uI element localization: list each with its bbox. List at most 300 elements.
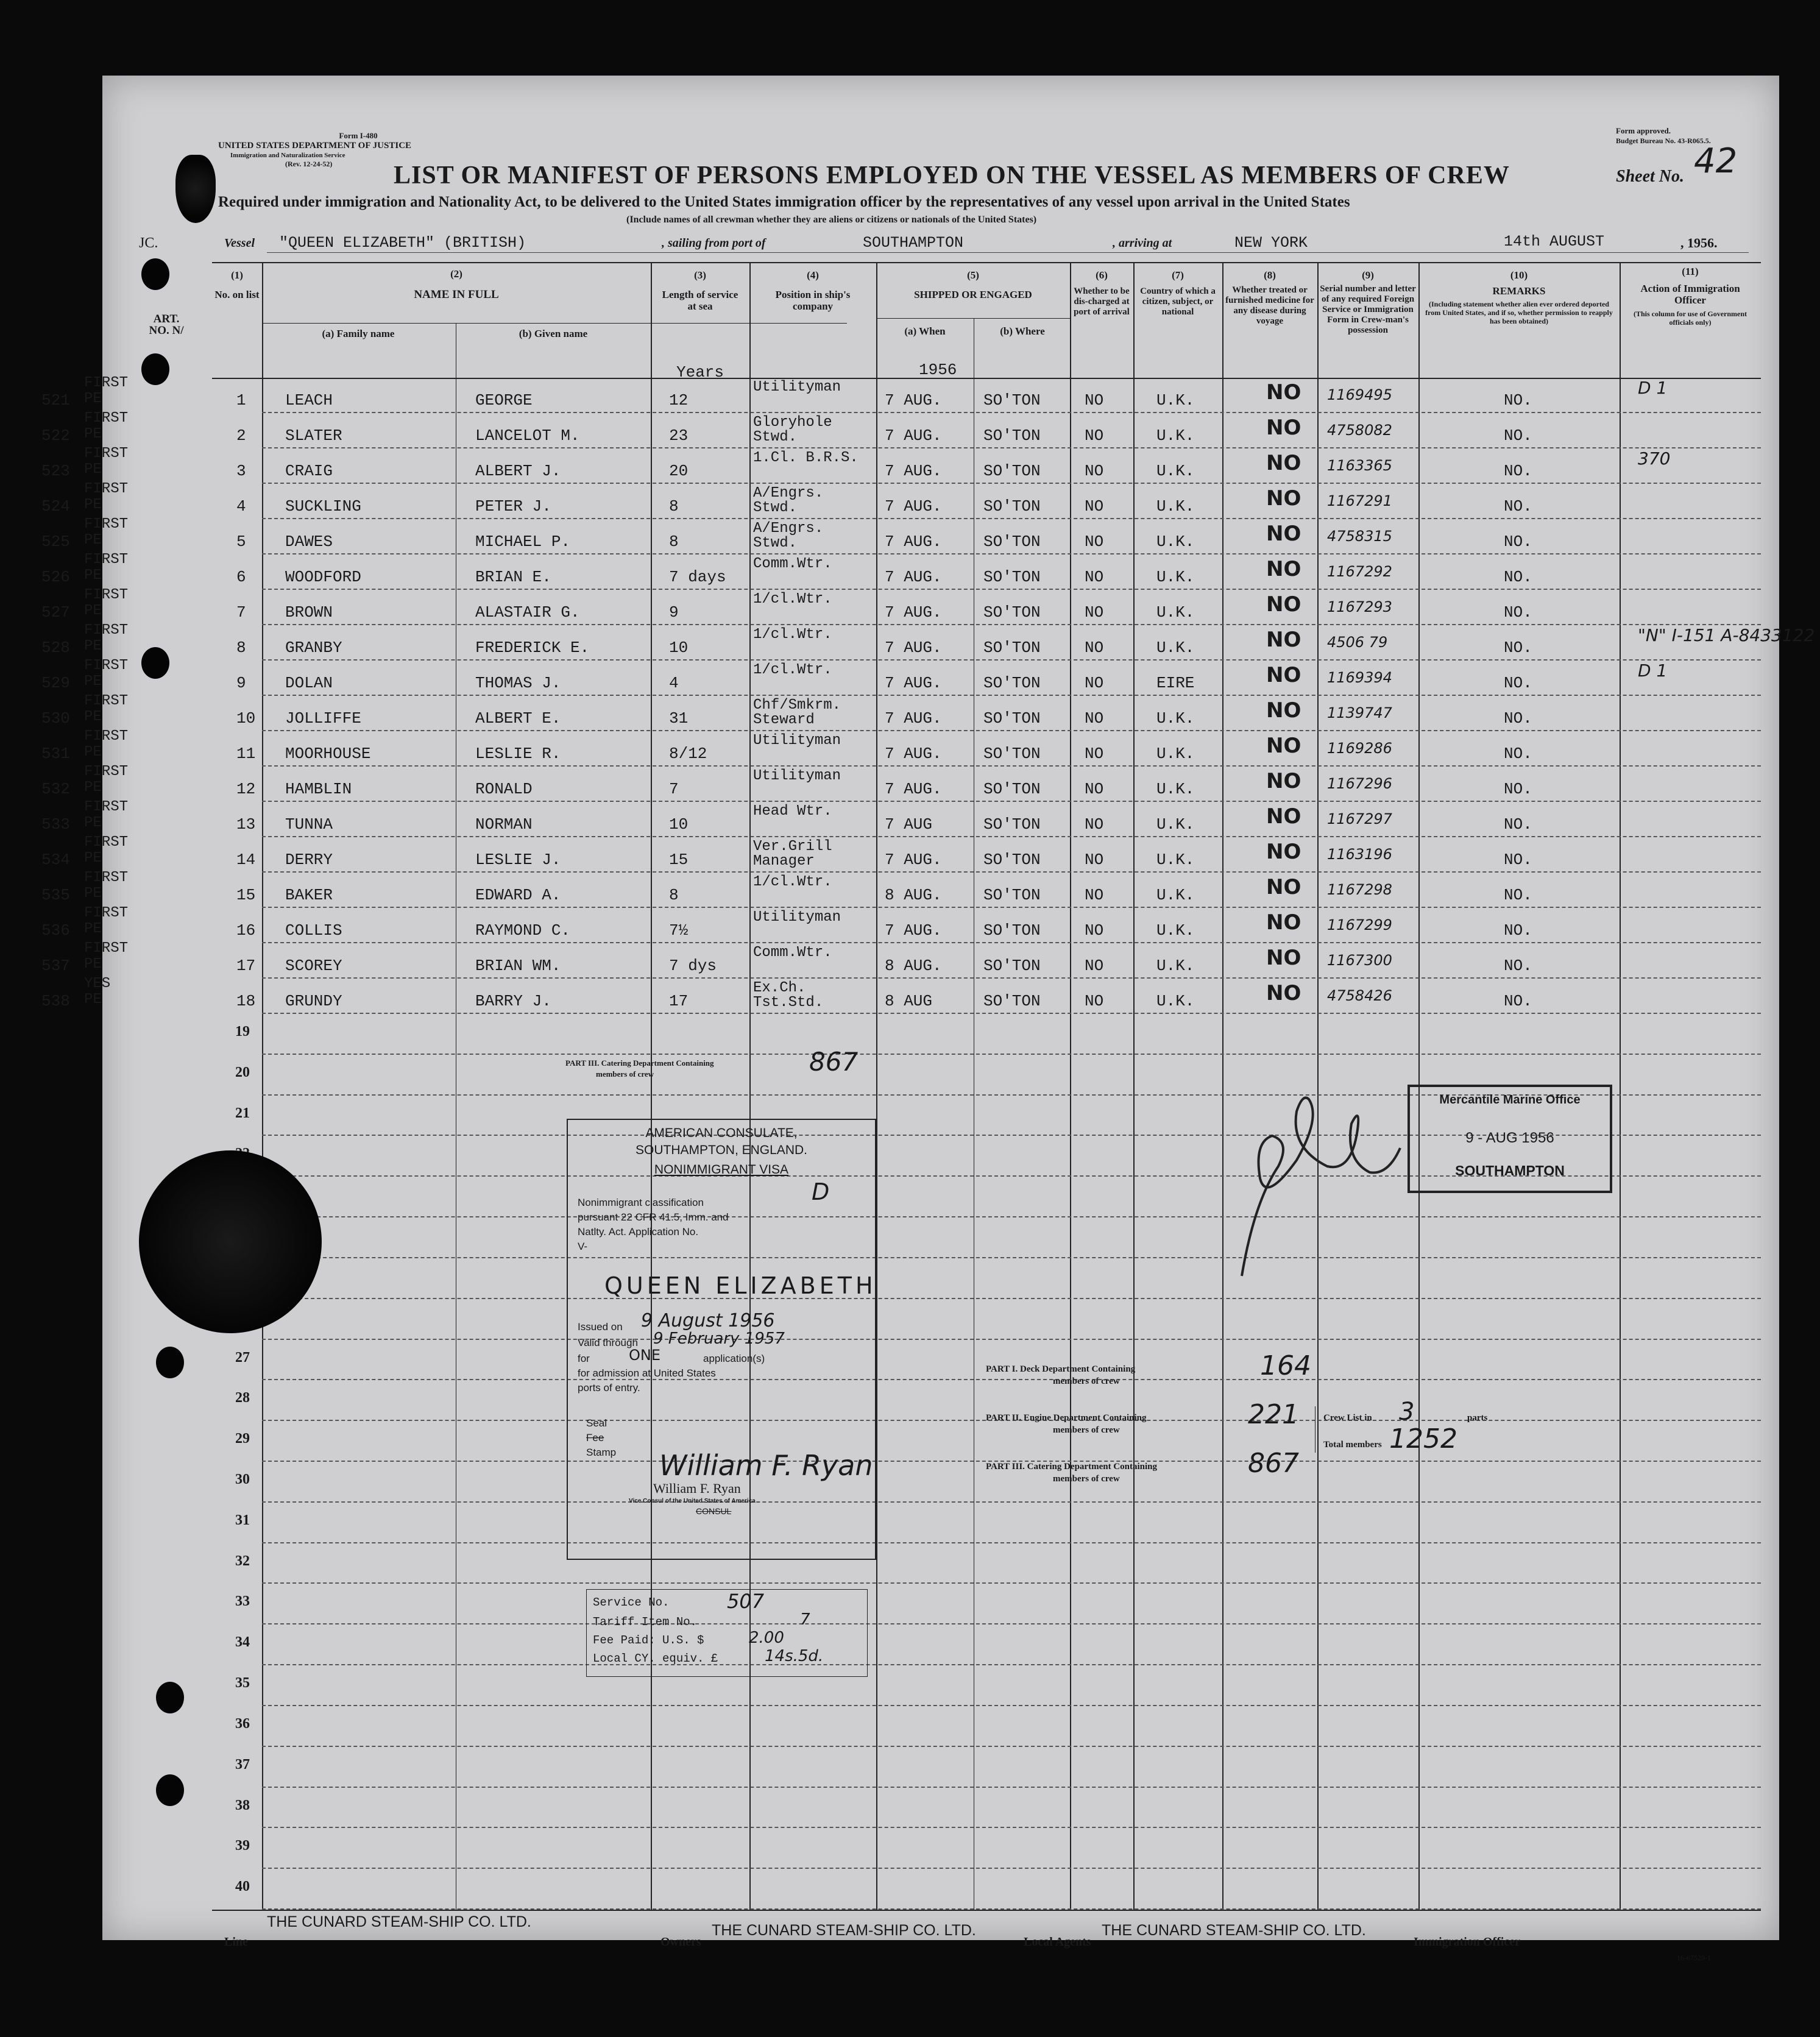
- cell-when: 7 AUG.: [885, 851, 942, 869]
- seal-label: Seal: [586, 1417, 607, 1429]
- cell-cls: FIRST PE: [84, 622, 129, 654]
- row-number: 39: [235, 1838, 250, 1854]
- stamp-label: Stamp: [586, 1447, 617, 1458]
- issued-label: Issued on: [578, 1321, 623, 1333]
- footer-print-code: 16-67529-1: [1677, 1954, 1711, 1962]
- cell-cls: YES PE: [84, 976, 111, 1008]
- cell-art: 523: [41, 462, 70, 480]
- cell-treated: NO: [1266, 416, 1301, 440]
- cell-treated: NO: [1266, 663, 1301, 687]
- table-row: [41, 657, 1779, 696]
- cell-position: Utilityman: [753, 768, 841, 784]
- blank-row: [102, 1299, 1779, 1340]
- marine-line-2: 9 - AUG 1956: [1465, 1130, 1554, 1146]
- cell-family: TUNNA: [285, 815, 333, 834]
- blank-row: [102, 1665, 1779, 1706]
- cell-country: EIRE: [1156, 674, 1195, 692]
- cell-where: SO'TON: [983, 462, 1041, 480]
- table-row: [41, 587, 1779, 625]
- cell-family: CRAIG: [285, 462, 333, 480]
- sailing-port: SOUTHAMPTON: [863, 234, 964, 252]
- cell-country: U.K.: [1156, 992, 1195, 1010]
- cell-no: 2: [236, 427, 246, 445]
- row-number: 33: [235, 1593, 250, 1610]
- blank-row: [102, 1788, 1779, 1829]
- cell-treated: NO: [1266, 910, 1301, 935]
- cell-no: 10: [236, 709, 256, 728]
- cell-discharged: NO: [1085, 462, 1104, 480]
- row-number: 38: [235, 1797, 250, 1813]
- footer-officer-label: Immigration Officer: [1414, 1935, 1520, 1949]
- cell-when: 7 AUG.: [885, 674, 942, 692]
- cell-remarks: NO.: [1504, 709, 1532, 728]
- cell-country: U.K.: [1156, 533, 1195, 551]
- cell-no: 6: [236, 568, 246, 586]
- cell-no: 5: [236, 533, 246, 551]
- cell-serial: 4758426: [1327, 987, 1392, 1004]
- cell-position: 1/cl.Wtr.: [753, 626, 832, 643]
- cell-remarks: NO.: [1504, 957, 1532, 975]
- cell-position: 1/cl.Wtr.: [753, 874, 832, 890]
- cell-position: Comm.Wtr.: [753, 556, 832, 572]
- table-row: [41, 516, 1779, 554]
- service-value: 507: [727, 1590, 765, 1613]
- cell-family: SCOREY: [285, 957, 342, 975]
- cell-art: 536: [41, 921, 70, 940]
- cell-given: MICHAEL P.: [475, 533, 571, 551]
- cell-family: LEACH: [285, 391, 333, 409]
- blank-row: [102, 1584, 1779, 1624]
- cell-serial: 1167297: [1327, 810, 1392, 827]
- cell-remarks: NO.: [1504, 639, 1532, 657]
- cell-serial: 1163196: [1327, 846, 1392, 863]
- total-members-value: 1252: [1389, 1423, 1457, 1454]
- cell-cls: FIRST PE: [84, 410, 129, 442]
- footer-agents-value: THE CUNARD STEAM-SHIP CO. LTD.: [1102, 1922, 1366, 1939]
- valid-value: 9 February 1957: [653, 1330, 785, 1348]
- cell-when: 7 AUG.: [885, 921, 942, 940]
- cell-art: 526: [41, 568, 70, 586]
- col4-label: Position in ship's company: [775, 289, 851, 312]
- cell-treated: NO: [1266, 840, 1301, 864]
- consulate-line-1: AMERICAN CONSULATE,: [645, 1126, 798, 1140]
- col1-label: No. on list: [214, 289, 260, 300]
- cell-remarks: NO.: [1504, 497, 1532, 515]
- blank-row: [102, 1543, 1779, 1584]
- cell-when: 7 AUG.: [885, 391, 942, 409]
- cell-given: GEORGE: [475, 391, 533, 409]
- cell-family: MOORHOUSE: [285, 745, 371, 763]
- cell-where: SO'TON: [983, 780, 1041, 798]
- cell-service: 7 days: [669, 568, 726, 586]
- cell-art: 530: [41, 709, 70, 728]
- crew-list-unit: parts: [1467, 1413, 1488, 1423]
- row-number: 32: [235, 1553, 250, 1569]
- part1-sub: members of crew: [1053, 1376, 1120, 1386]
- valid-label: Valid through: [578, 1337, 638, 1348]
- cell-no: 1: [236, 391, 246, 409]
- cell-when: 8 AUG.: [885, 957, 942, 975]
- col6-label: Whether to be dis-charged at port of arrival: [1074, 286, 1130, 317]
- cell-where: SO'TON: [983, 497, 1041, 515]
- col10-note: (Including statement whether alien ever ordered deported from United States, and if so, whether permission to reapply has been obtained): [1425, 300, 1613, 325]
- cell-treated: NO: [1266, 628, 1301, 652]
- footer-line-label: Line: [224, 1935, 248, 1949]
- col3-unit: Years: [676, 363, 724, 381]
- cell-art: 538: [41, 992, 70, 1010]
- cell-service: 8/12: [669, 745, 707, 763]
- cell-service: 31: [669, 709, 689, 728]
- cell-no: 9: [236, 674, 246, 692]
- cell-discharged: NO: [1085, 709, 1104, 728]
- cell-position: 1/cl.Wtr.: [753, 662, 832, 678]
- cell-given: RAYMOND C.: [475, 921, 571, 940]
- cell-when: 7 AUG: [885, 815, 933, 834]
- cell-country: U.K.: [1156, 745, 1195, 763]
- cell-where: SO'TON: [983, 886, 1041, 904]
- cell-treated: NO: [1266, 698, 1301, 723]
- blank-row: [102, 1869, 1779, 1910]
- cell-service: 23: [669, 427, 689, 445]
- cell-serial: 1167298: [1327, 881, 1392, 898]
- cell-service: 8: [669, 886, 679, 904]
- cell-cls: FIRST PE: [84, 799, 129, 831]
- fee-box: [586, 1589, 868, 1677]
- cell-serial: 1169495: [1327, 386, 1392, 403]
- cell-position: A/Engrs. Stwd.: [753, 520, 824, 551]
- cell-remarks: NO.: [1504, 992, 1532, 1010]
- arrival-date: 14th AUGUST: [1504, 233, 1605, 250]
- row-number: 28: [235, 1390, 250, 1406]
- cell-cls: FIRST PE: [84, 870, 129, 902]
- cell-discharged: NO: [1085, 780, 1104, 798]
- cell-art: 529: [41, 674, 70, 692]
- cell-cls: FIRST PE: [84, 905, 129, 937]
- catering-top-value: 867: [809, 1047, 859, 1077]
- cell-cls: FIRST PE: [84, 763, 129, 796]
- cell-serial: 1167299: [1327, 916, 1392, 933]
- classification-value: D: [812, 1178, 830, 1205]
- cell-given: BARRY J.: [475, 992, 551, 1010]
- cell-position: Ver.Grill Manager: [753, 838, 832, 870]
- cell-position: 1/cl.Wtr.: [753, 591, 832, 608]
- col9-number: (9): [1362, 269, 1374, 281]
- cell-no: 17: [236, 957, 256, 975]
- row-number: 40: [235, 1879, 250, 1895]
- cell-service: 7 dys: [669, 957, 717, 975]
- cell-where: SO'TON: [983, 639, 1041, 657]
- cell-family: WOODFORD: [285, 568, 361, 586]
- consulate-line-2: SOUTHAMPTON, ENGLAND.: [636, 1143, 807, 1157]
- cell-when: 7 AUG.: [885, 533, 942, 551]
- col8-number: (8): [1264, 269, 1276, 281]
- fee-paid-label: Fee Paid: U.S. $: [593, 1634, 704, 1647]
- table-row: [41, 870, 1779, 908]
- marine-line-3: SOUTHAMPTON: [1455, 1163, 1565, 1178]
- table-row: [41, 905, 1779, 943]
- cell-discharged: NO: [1085, 603, 1104, 622]
- cell-family: BAKER: [285, 886, 333, 904]
- signer-title: Vice Consul of the United States of America: [629, 1498, 756, 1504]
- cell-art: 537: [41, 957, 70, 975]
- cell-family: JOLLIFFE: [285, 709, 361, 728]
- cell-art: 532: [41, 780, 70, 798]
- cell-action: 370: [1638, 448, 1671, 469]
- jc-mark: JC.: [139, 235, 158, 251]
- part3-value: 867: [1248, 1448, 1299, 1479]
- ink-blot-icon: [175, 155, 216, 223]
- cell-service: 10: [669, 639, 689, 657]
- table-row: [41, 728, 1779, 767]
- cell-cls: FIRST PE: [84, 587, 129, 619]
- col11-note: (This column for use of Government officials only): [1633, 310, 1747, 327]
- cell-cls: FIRST PE: [84, 445, 129, 478]
- cell-country: U.K.: [1156, 497, 1195, 515]
- cell-discharged: NO: [1085, 427, 1104, 445]
- col10-number: (10): [1510, 269, 1528, 281]
- cell-remarks: NO.: [1504, 780, 1532, 798]
- row-number: 30: [235, 1472, 250, 1487]
- cell-remarks: NO.: [1504, 851, 1532, 869]
- cell-cls: FIRST PE: [84, 834, 129, 866]
- cell-position: Gloryhole Stwd.: [753, 414, 832, 445]
- cell-where: SO'TON: [983, 992, 1041, 1010]
- cell-no: 18: [236, 992, 256, 1010]
- blank-row: [102, 1624, 1779, 1665]
- form-number: Form I-480: [339, 131, 378, 140]
- applications-text: application(s): [703, 1353, 765, 1364]
- col3-number: (3): [694, 269, 706, 281]
- v-label: V-: [578, 1241, 588, 1252]
- cell-given: PETER J.: [475, 497, 551, 515]
- cell-remarks: NO.: [1504, 674, 1532, 692]
- table-row: [41, 445, 1779, 484]
- consul-word: CONSUL: [696, 1506, 732, 1516]
- col2-label: NAME IN FULL: [414, 288, 499, 301]
- cell-remarks: NO.: [1504, 568, 1532, 586]
- cell-treated: NO: [1266, 875, 1301, 899]
- table-row: [41, 375, 1779, 413]
- signer-name: William F. Ryan: [653, 1481, 741, 1496]
- table-row: [41, 940, 1779, 979]
- cell-family: DERRY: [285, 851, 333, 869]
- cell-position: 1.Cl. B.R.S.: [753, 450, 859, 466]
- cell-country: U.K.: [1156, 921, 1195, 940]
- cell-family: SLATER: [285, 427, 342, 445]
- consulate-line-3: NONIMMIGRANT VISA: [654, 1163, 789, 1177]
- cell-service: 12: [669, 391, 689, 409]
- row-number: 20: [235, 1064, 250, 1080]
- cell-where: SO'TON: [983, 603, 1041, 622]
- pursuant-text: pursuant 22 CFR 41.5, Imm. and: [578, 1211, 729, 1223]
- cell-treated: NO: [1266, 981, 1301, 1005]
- cell-country: U.K.: [1156, 639, 1195, 657]
- footer-owners-value: THE CUNARD STEAM-SHIP CO. LTD.: [712, 1922, 976, 1939]
- tariff-label: Tariff Item No.: [593, 1615, 698, 1629]
- cell-position: Ex.Ch. Tst.Std.: [753, 980, 824, 1011]
- cell-service: 7½: [669, 921, 689, 940]
- cell-family: DOLAN: [285, 674, 333, 692]
- part2-sub: members of crew: [1053, 1425, 1120, 1435]
- cell-country: U.K.: [1156, 709, 1195, 728]
- cell-position: Comm.Wtr.: [753, 944, 832, 961]
- col9-label: Serial number and letter of any required Foreign Service or Immigration Form in Crew-man's possession: [1320, 284, 1416, 335]
- cell-when: 7 AUG.: [885, 603, 942, 622]
- cell-remarks: NO.: [1504, 603, 1532, 622]
- art-no-header: ART. NO. N/: [149, 313, 184, 337]
- row-number: 37: [235, 1756, 250, 1773]
- cell-no: 14: [236, 851, 256, 869]
- approval-line-1: Form approved.: [1616, 126, 1671, 135]
- cell-art: 522: [41, 427, 70, 445]
- table-row: [41, 976, 1779, 1014]
- blank-row: [102, 1421, 1779, 1462]
- blank-row: [102, 1706, 1779, 1747]
- cell-treated: NO: [1266, 522, 1301, 546]
- cell-no: 15: [236, 886, 256, 904]
- cell-serial: 1167296: [1327, 775, 1392, 792]
- row-number: 31: [235, 1512, 250, 1528]
- cell-position: Head Wtr.: [753, 803, 832, 820]
- cell-art: 531: [41, 745, 70, 763]
- blank-row: [102, 1340, 1779, 1381]
- cell-art: 533: [41, 815, 70, 834]
- cell-serial: 1167293: [1327, 598, 1392, 615]
- cell-given: ALASTAIR G.: [475, 603, 580, 622]
- cell-service: 8: [669, 497, 679, 515]
- cell-where: SO'TON: [983, 921, 1041, 940]
- cell-cls: FIRST PE: [84, 481, 129, 513]
- cell-cls: FIRST PE: [84, 940, 129, 972]
- vessel-label: Vessel: [224, 236, 255, 250]
- part1-label: PART I. Deck Department Containing: [986, 1364, 1136, 1374]
- cell-no: 4: [236, 497, 246, 515]
- table-row: [41, 693, 1779, 731]
- revision: (Rev. 12-24-52): [285, 160, 333, 168]
- cell-position: Utilityman: [753, 909, 841, 926]
- cell-country: U.K.: [1156, 568, 1195, 586]
- issued-value: 9 August 1956: [641, 1310, 775, 1331]
- cell-serial: 1167291: [1327, 492, 1392, 509]
- natlty-text: Natlty. Act. Application No.: [578, 1226, 699, 1238]
- cell-discharged: NO: [1085, 957, 1104, 975]
- cell-action: D 1: [1638, 378, 1668, 398]
- cell-when: 7 AUG.: [885, 745, 942, 763]
- blank-row: [102, 1217, 1779, 1258]
- blank-row: [102, 1828, 1779, 1869]
- cell-given: EDWARD A.: [475, 886, 561, 904]
- cell-service: 8: [669, 533, 679, 551]
- cell-remarks: NO.: [1504, 815, 1532, 834]
- cell-remarks: NO.: [1504, 921, 1532, 940]
- vessel-line-rule: [267, 252, 1749, 253]
- cell-position: A/Engrs. Stwd.: [753, 485, 824, 516]
- col5a-year: 1956: [919, 361, 957, 379]
- catering-top-label: PART III. Catering Department Containing: [565, 1058, 714, 1068]
- cell-treated: NO: [1266, 380, 1301, 405]
- cell-no: 16: [236, 921, 256, 940]
- cell-where: SO'TON: [983, 427, 1041, 445]
- cell-no: 3: [236, 462, 246, 480]
- cell-when: 7 AUG.: [885, 780, 942, 798]
- local-equiv-label: Local CY. equiv. £: [593, 1652, 718, 1665]
- name-split-rule: [262, 323, 847, 324]
- manifest-sheet: [41, 76, 1815, 1962]
- part1-value: 164: [1260, 1350, 1311, 1381]
- cell-family: COLLIS: [285, 921, 342, 940]
- cell-no: 12: [236, 780, 256, 798]
- cell-treated: NO: [1266, 557, 1301, 581]
- form-subtitle: Required under immigration and Nationality Act, to be delivered to the United States immigration officer by the representatives of any vessel upon arrival in the United States: [218, 194, 1350, 210]
- col7-number: (7): [1172, 269, 1184, 281]
- visa-ship-name: QUEEN ELIZABETH: [604, 1272, 877, 1299]
- cell-cls: FIRST PE: [84, 516, 129, 548]
- binder-hole-icon: [141, 258, 169, 290]
- blank-row: [102, 1747, 1779, 1788]
- cell-given: THOMAS J.: [475, 674, 561, 692]
- cell-country: U.K.: [1156, 462, 1195, 480]
- col2b-label: (b) Given name: [519, 328, 588, 339]
- vessel-name: "QUEEN ELIZABETH" (BRITISH): [279, 234, 526, 252]
- table-bottom-rule: [212, 1910, 1761, 1911]
- cell-given: ALBERT E.: [475, 709, 561, 728]
- cell-serial: 1139747: [1327, 704, 1392, 721]
- col7-label: Country of which a citizen, subject, or national: [1140, 286, 1216, 317]
- ports-text: ports of entry.: [578, 1382, 640, 1394]
- table-row: [41, 622, 1815, 661]
- binder-hole-icon: [156, 1774, 184, 1806]
- form-title: LIST OR MANIFEST OF PERSONS EMPLOYED ON THE VESSEL AS MEMBERS OF CREW: [394, 161, 1510, 190]
- footer-line-value: THE CUNARD STEAM-SHIP CO. LTD.: [267, 1913, 531, 1930]
- cell-remarks: NO.: [1504, 886, 1532, 904]
- cell-art: 524: [41, 497, 70, 515]
- blank-row: [102, 1503, 1779, 1543]
- arriving-label: , arriving at: [1113, 236, 1172, 250]
- cell-art: 525: [41, 533, 70, 551]
- cell-country: U.K.: [1156, 851, 1195, 869]
- cell-cls: FIRST PE: [84, 728, 129, 760]
- cell-where: SO'TON: [983, 674, 1041, 692]
- table-row: [41, 410, 1779, 448]
- col5b-label: (b) Where: [1000, 325, 1045, 337]
- cell-service: 10: [669, 815, 689, 834]
- cell-country: U.K.: [1156, 815, 1195, 834]
- cell-family: GRUNDY: [285, 992, 342, 1010]
- sheet-number: 42: [1694, 141, 1738, 181]
- row-number: 36: [235, 1715, 250, 1732]
- cell-treated: NO: [1266, 769, 1301, 793]
- cell-serial: 1169394: [1327, 669, 1392, 686]
- cell-action: D 1: [1638, 661, 1668, 681]
- part2-label: PART II. Engine Department Containing: [986, 1413, 1147, 1423]
- cell-serial: 4758082: [1327, 422, 1392, 439]
- cell-discharged: NO: [1085, 992, 1104, 1010]
- cell-given: RONALD: [475, 780, 533, 798]
- cell-cls: FIRST PE: [84, 551, 129, 584]
- local-equiv-value: 14s.5d.: [765, 1647, 824, 1665]
- marine-line-1: Mercantile Marine Office: [1439, 1093, 1581, 1107]
- cell-discharged: NO: [1085, 745, 1104, 763]
- col3-label: Length of service at sea: [662, 289, 738, 312]
- col6-number: (6): [1096, 269, 1108, 281]
- cell-when: 7 AUG.: [885, 427, 942, 445]
- cell-when: 7 AUG.: [885, 639, 942, 657]
- col4-number: (4): [807, 269, 819, 281]
- cell-given: LESLIE J.: [475, 851, 561, 869]
- table-row: [41, 551, 1779, 590]
- cell-discharged: NO: [1085, 815, 1104, 834]
- cell-treated: NO: [1266, 734, 1301, 758]
